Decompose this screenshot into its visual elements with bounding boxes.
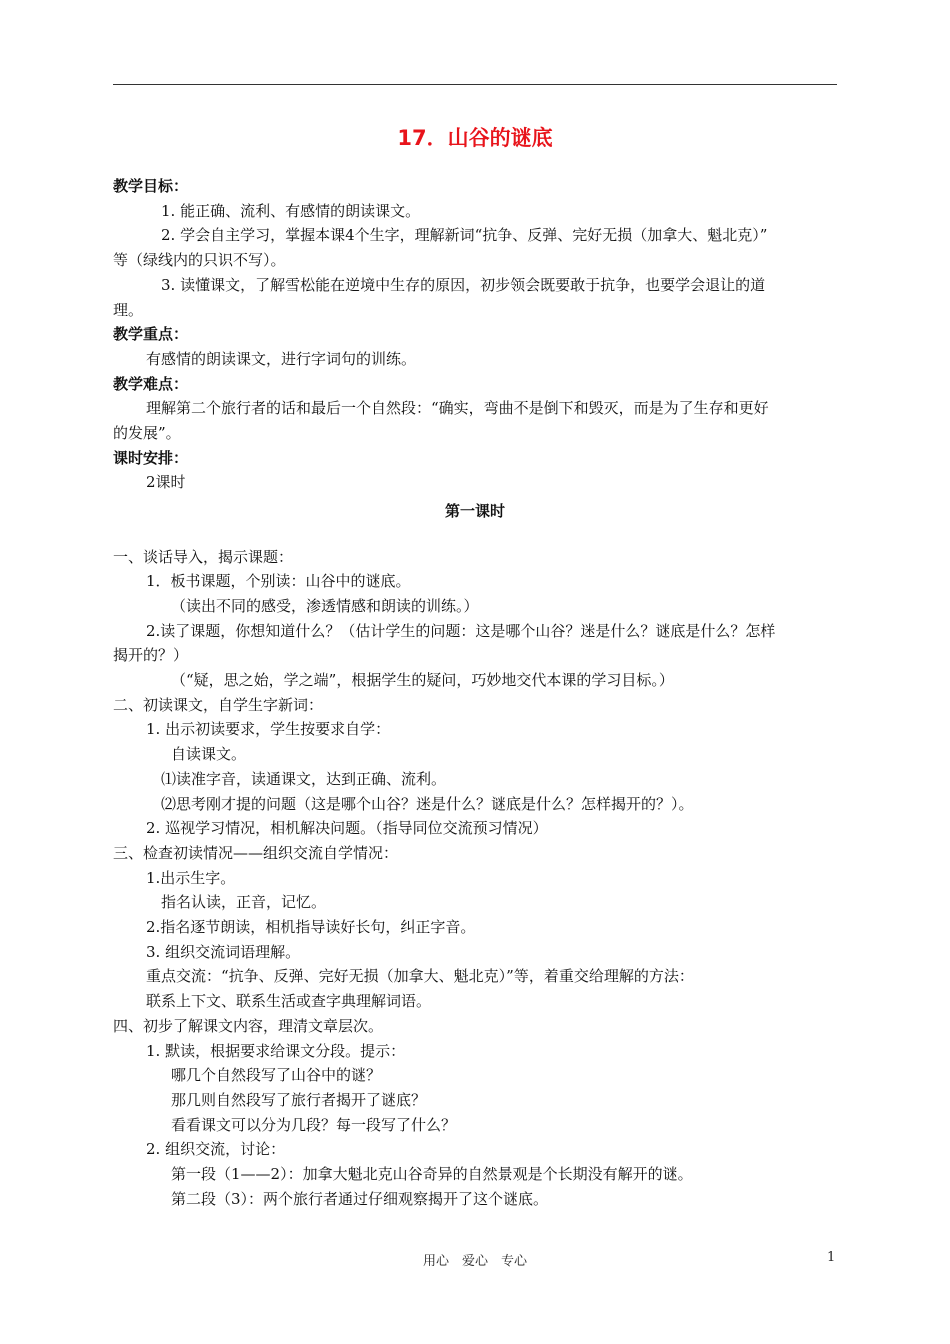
text-line: 2. 组织交流，讨论： xyxy=(146,1140,286,1159)
text-line: 3. 组织交流词语理解。 xyxy=(146,942,301,961)
page-number: 1 xyxy=(827,1250,836,1265)
text-line: 一、谈话导入，揭示课题： xyxy=(113,547,294,566)
section-heading: 课时安排： xyxy=(113,448,189,467)
text-line: 自读课文。 xyxy=(171,745,247,764)
text-line: ⑴读准字音，读通课文，达到正确、流利。 xyxy=(161,769,447,788)
section-heading: 教学难点： xyxy=(113,374,189,393)
text-line: 1. 出示初读要求，学生按要求自学： xyxy=(146,720,391,739)
text-line: 第二段（3）：两个旅行者通过仔细观察揭开了这个谜底。 xyxy=(171,1189,549,1208)
text-line: 联系上下文、联系生活或查字典理解词语。 xyxy=(146,992,432,1011)
text-line: 那几则自然段写了旅行者揭开了谜底？ xyxy=(171,1090,427,1109)
text-line: 2课时 xyxy=(146,473,186,492)
text-line: （读出不同的感受，渗透情感和朗读的训练。） xyxy=(171,596,479,615)
text-line: 二、初读课文，自学生字新词： xyxy=(113,695,324,714)
text-line: ⑵思考刚才提的问题（这是哪个山谷？迷是什么？谜底是什么？怎样揭开的？）。 xyxy=(161,794,694,813)
text-line: 三、检查初读情况——组织交流自学情况： xyxy=(113,843,399,862)
text-line: 哪几个自然段写了山谷中的谜？ xyxy=(171,1066,382,1085)
text-line: 等（绿线内的只识不写）。 xyxy=(113,251,286,270)
section-heading: 教学目标： xyxy=(113,177,189,195)
text-line: 3. 读懂课文，了解雪松能在逆境中生存的原因，初步领会既要敢于抗争，也要学会退让的道 xyxy=(161,275,766,294)
text-line: 揭开的？） xyxy=(113,646,189,665)
text-line: （“疑，思之始，学之端”，根据学生的疑问，巧妙地交代本课的学习目标。） xyxy=(171,671,674,689)
text-line: 2. 学会自主学习，掌握本课4个生字，理解新词“抗争、反弹、完好无损（加拿大、魁北克）” xyxy=(161,226,768,245)
header-rule xyxy=(113,84,837,85)
text-line: 理解第二个旅行者的话和最后一个自然段：“确实，弯曲不是倒下和毁灭，而是为了生存和更好 xyxy=(146,399,769,418)
text-line: 1．板书课题，个别读：山谷中的谜底。 xyxy=(146,572,411,591)
page-footer: 用心 爱心 专心 xyxy=(422,1254,527,1269)
text-line: 2.读了课题，你想知道什么？（估计学生的问题：这是哪个山谷？迷是什么？谜底是什么？怎样 xyxy=(146,621,776,640)
page-title: 17．山谷的谜底 xyxy=(397,126,553,150)
text-line: 2. 巡视学习情况，相机解决问题。（指导同位交流预习情况） xyxy=(146,819,548,838)
section-heading: 第一课时 xyxy=(444,502,505,521)
text-line: 看看课文可以分为几段？每一段写了什么？ xyxy=(171,1115,457,1134)
text-line: 指名认读，正音，记忆。 xyxy=(161,893,327,912)
text-line: 2.指名逐节朗读，相机指导读好长句，纠正字音。 xyxy=(146,918,476,936)
text-line: 1.出示生字。 xyxy=(146,868,236,887)
text-line: 第一段（1——2）：加拿大魁北克山谷奇异的自然景观是个长期没有解开的谜。 xyxy=(171,1165,693,1183)
text-line: 重点交流：“抗争、反弹、完好无损（加拿大、魁北克）”等，着重交给理解的方法： xyxy=(146,967,694,986)
text-line: 四、初步了解课文内容，理清文章层次。 xyxy=(113,1016,384,1035)
section-heading: 教学重点： xyxy=(113,325,189,344)
text-line: 的发展”。 xyxy=(113,424,181,442)
text-line: 理。 xyxy=(113,300,144,319)
text-line: 有感情的朗读课文，进行字词句的训练。 xyxy=(146,349,417,368)
text-line: 1. 能正确、流利、有感情的朗读课文。 xyxy=(161,201,421,220)
text-line: 1. 默读，根据要求给课文分段。提示： xyxy=(146,1041,406,1060)
